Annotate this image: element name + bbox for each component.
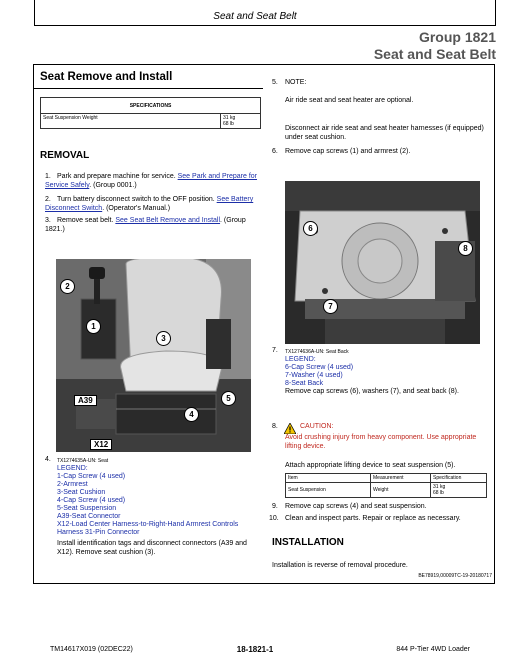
legend-item: 2-Armrest — [57, 481, 88, 488]
step-10-number: 10. — [269, 515, 279, 522]
photo1-callout: 5 — [221, 391, 236, 406]
note-label: NOTE: — [285, 79, 307, 86]
footer-tm-number: TM14617X019 (02DEC22) — [50, 646, 133, 653]
step-3-text: Remove seat belt. — [57, 217, 114, 224]
legend-item: 1-Cap Screw (4 used) — [57, 473, 126, 480]
step-4-number: 4. — [45, 456, 51, 463]
battery-disconnect-link[interactable]: See Battery Disconnect Switch — [45, 196, 254, 212]
connector-tag-a39: A39 — [74, 395, 97, 406]
group-name: Seat and Seat Belt — [373, 46, 496, 62]
caution-text: Avoid crushing injury from heavy component. Use appropriate lifting device. — [285, 434, 477, 450]
step-4-text: Install identification tags and disconnect connectors (A39 and X12). Remove seat cushion (3). — [57, 540, 247, 556]
spec-table — [40, 97, 261, 129]
section-title: Seat Remove and Install — [40, 71, 173, 83]
step-6-number: 6. — [272, 148, 278, 155]
photo2-callout: 6 — [303, 221, 318, 236]
group-number: Group 1821 — [418, 29, 496, 45]
photo1-callout: 4 — [184, 407, 199, 422]
note-harness: Disconnect air ride seat and seat heater harnesses (if equipped) under seat cushion. — [285, 125, 484, 141]
step-9-text: Remove cap screws (4) and seat suspension. — [285, 503, 427, 510]
legend-title: LEGEND: — [57, 465, 88, 472]
step-7-number: 7. — [272, 347, 278, 354]
lift-spec-table — [285, 473, 487, 498]
step-8-number: 8. — [272, 423, 278, 430]
legend-item: 4-Cap Screw (4 used) — [57, 497, 126, 504]
legend-item: 3-Seat Cushion — [57, 489, 106, 496]
step-2-ref: . (Operator's Manual.) — [102, 205, 171, 212]
spec-header: SPECIFICATIONS — [41, 98, 261, 114]
table-cell: Seat Suspension — [286, 483, 371, 498]
note-optional: Air ride seat and seat heater are optional. — [285, 97, 414, 104]
connector-tag-x12: X12 — [90, 439, 112, 450]
spec-kg: 31 kg — [223, 115, 236, 121]
photo1-callout: 2 — [60, 279, 75, 294]
legend-item: 7-Washer (4 used) — [285, 372, 343, 379]
step-1-number: 1. — [45, 173, 51, 180]
removal-heading: REMOVAL — [40, 150, 90, 161]
step-6-text: Remove cap screws (1) and armrest (2). — [285, 148, 411, 155]
doc-code: BE78919,00009TC-19-20180717 — [418, 573, 492, 579]
step-1-text: Park and prepare machine for service. — [57, 173, 176, 180]
step-3-number: 3. — [45, 217, 51, 224]
title-rule — [34, 88, 263, 89]
legend-item: 8-Seat Back — [285, 380, 324, 387]
step-2-number: 2. — [45, 196, 51, 203]
step-3 — [45, 216, 267, 234]
table-header: Measurement — [371, 474, 431, 483]
photo2-legend — [285, 356, 353, 388]
seat-back-illustration — [285, 181, 480, 344]
seat-back-photo — [285, 181, 480, 344]
step-1-ref: . (Group 0001.) — [89, 182, 137, 189]
caution-label: CAUTION: — [300, 423, 334, 430]
legend-item: 5-Seat Suspension — [57, 505, 117, 512]
park-prepare-link[interactable]: See Park and Prepare for Service Safely — [45, 173, 258, 189]
table-kg: 31 kg — [433, 484, 446, 490]
legend-item: A39-Seat Connector — [57, 513, 121, 520]
installation-heading: INSTALLATION — [272, 537, 344, 548]
photo1-callout: 3 — [156, 331, 171, 346]
lift-text: Attach appropriate lifting device to seat suspension (5). — [285, 462, 456, 469]
step-3-ref: . (Group 1821.) — [45, 217, 246, 233]
footer-page-number: 18-1821-1 — [236, 645, 274, 654]
legend-item: X12-Load Center Harness-to-Right-Hand Armrest Controls Harness 31-Pin Connector — [57, 521, 239, 536]
table-cell: Weight — [371, 483, 431, 498]
step-5-number: 5. — [272, 79, 278, 86]
spec-lb: 68 lb — [223, 121, 234, 127]
photo2-caption: TX1274636A-UN: Seat Back — [285, 349, 349, 355]
header-rule — [34, 25, 496, 26]
photo1-callout: 1 — [86, 319, 101, 334]
install-text: Installation is reverse of removal procedure. — [272, 562, 408, 569]
table-header: Specification — [431, 474, 487, 483]
caution-icon — [284, 421, 296, 432]
photo1-legend — [57, 465, 262, 537]
seat-photo — [56, 259, 251, 452]
photo2-callout: 8 — [458, 241, 473, 256]
step-7-text: Remove cap screws (6), washers (7), and seat back (8). — [285, 388, 459, 395]
spec-label: Seat Suspension Weight — [41, 114, 221, 129]
step-9-number: 9. — [272, 503, 278, 510]
legend-title: LEGEND: — [285, 356, 316, 363]
footer-model: 844 P-Tier 4WD Loader — [396, 646, 470, 653]
photo2-callout: 7 — [323, 299, 338, 314]
step-1 — [45, 172, 267, 190]
running-header: Seat and Seat Belt — [213, 11, 297, 22]
spec-value — [221, 114, 261, 129]
seat-belt-link[interactable]: See Seat Belt Remove and Install — [115, 217, 221, 224]
photo1-caption: TX1274635A-UN: Seat — [57, 458, 109, 464]
table-header: Item — [286, 474, 371, 483]
step-2 — [45, 195, 267, 213]
table-lb: 68 lb — [433, 490, 444, 496]
step-2-text: Turn battery disconnect switch to the OFF position. — [57, 196, 215, 203]
table-cell — [431, 483, 487, 498]
legend-item: 6-Cap Screw (4 used) — [285, 364, 354, 371]
seat-illustration — [56, 259, 251, 452]
step-10-text: Clean and inspect parts. Repair or replace as necessary. — [285, 515, 461, 522]
